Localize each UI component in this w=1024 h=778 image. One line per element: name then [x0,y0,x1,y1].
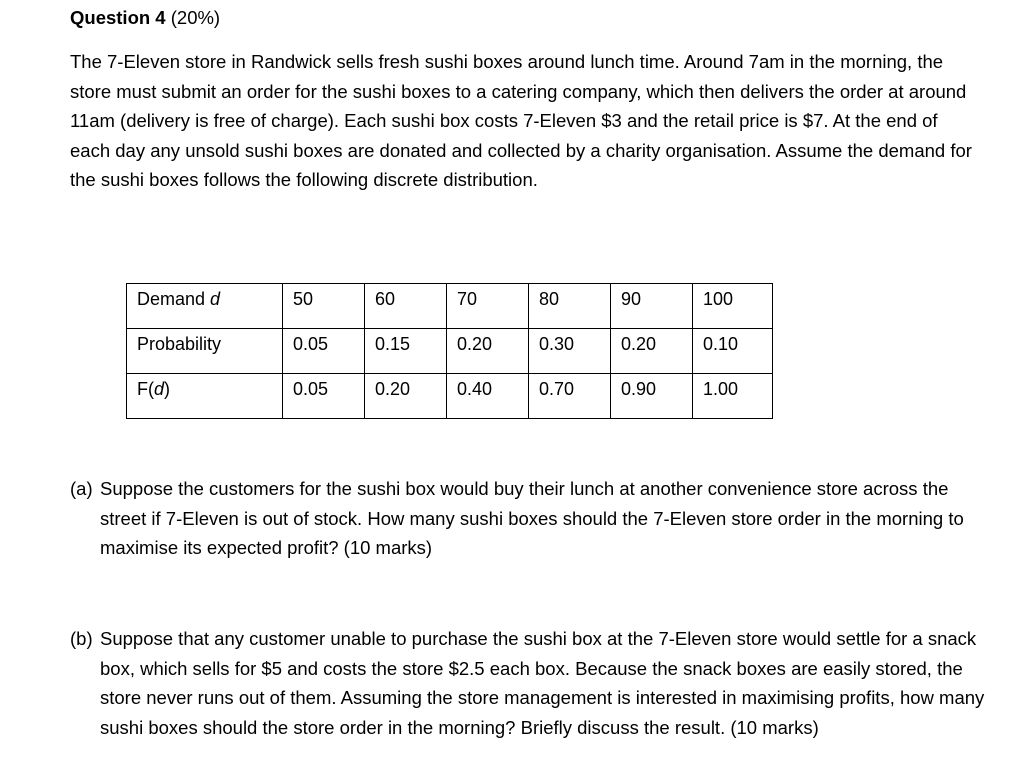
table-cell: 60 [365,284,447,329]
table-cell: 0.20 [365,374,447,419]
table-cell: 80 [529,284,611,329]
table-cell: 0.15 [365,329,447,374]
table-cell: 0.20 [611,329,693,374]
row-label-cdf: F(d) [127,374,283,419]
distribution-table-wrapper [126,283,773,419]
table-cell: 0.70 [529,374,611,419]
table-cell: 0.40 [447,374,529,419]
part-a-marker: (a) [70,478,93,499]
table-cell: 0.05 [283,329,365,374]
table-cell: 0.30 [529,329,611,374]
table-cell: 0.90 [611,374,693,419]
row-label-probability: Probability [127,329,283,374]
question-heading [70,4,990,32]
table-cell: 100 [693,284,773,329]
part-a [70,474,990,563]
table-cell: 70 [447,284,529,329]
question-title: Question 4 [70,7,166,28]
row-label-demand: Demand d [127,284,283,329]
question-weight: (20%) [165,7,221,28]
table-cell: 50 [283,284,365,329]
distribution-table [126,283,773,419]
question-intro: The 7-Eleven store in Randwick sells fresh sushi boxes around lunch time. Around 7am in the morning, the store must submit an order for the sushi boxes to a catering company, which then delivers the order at around 11am (delivery is free of charge). Each sushi box costs 7-Eleven $3 and the retail price is $7. At the end of each day any unsold sushi boxes are donated and collected by a charity organisation. Assume the demand for the sushi boxes follows the following discrete distribution. [70,51,972,190]
table-row-demand [127,284,773,329]
table-row-cdf [127,374,773,419]
part-b-marker: (b) [70,628,93,649]
part-b-text: Suppose that any customer unable to purchase the sushi box at the 7-Eleven store would settle for a snack box, which sells for $5 and costs the store $2.5 each box. Because the snack boxes are easily stored, the store never runs out of them. Assuming the store management is interested in maximising profits, how many sushi boxes should the store order in the morning? Briefly discuss the result. (10 marks) [100,628,985,738]
table-row-probability [127,329,773,374]
table-cell: 1.00 [693,374,773,419]
part-b [70,624,985,742]
table-cell: 90 [611,284,693,329]
part-a-text: Suppose the customers for the sushi box would buy their lunch at another convenience store across the street if 7-Eleven is out of stock. How many sushi boxes should the 7-Eleven store order in the morning to maximise its expected profit? (10 marks) [100,478,964,558]
table-cell: 0.20 [447,329,529,374]
table-cell: 0.10 [693,329,773,374]
table-cell: 0.05 [283,374,365,419]
